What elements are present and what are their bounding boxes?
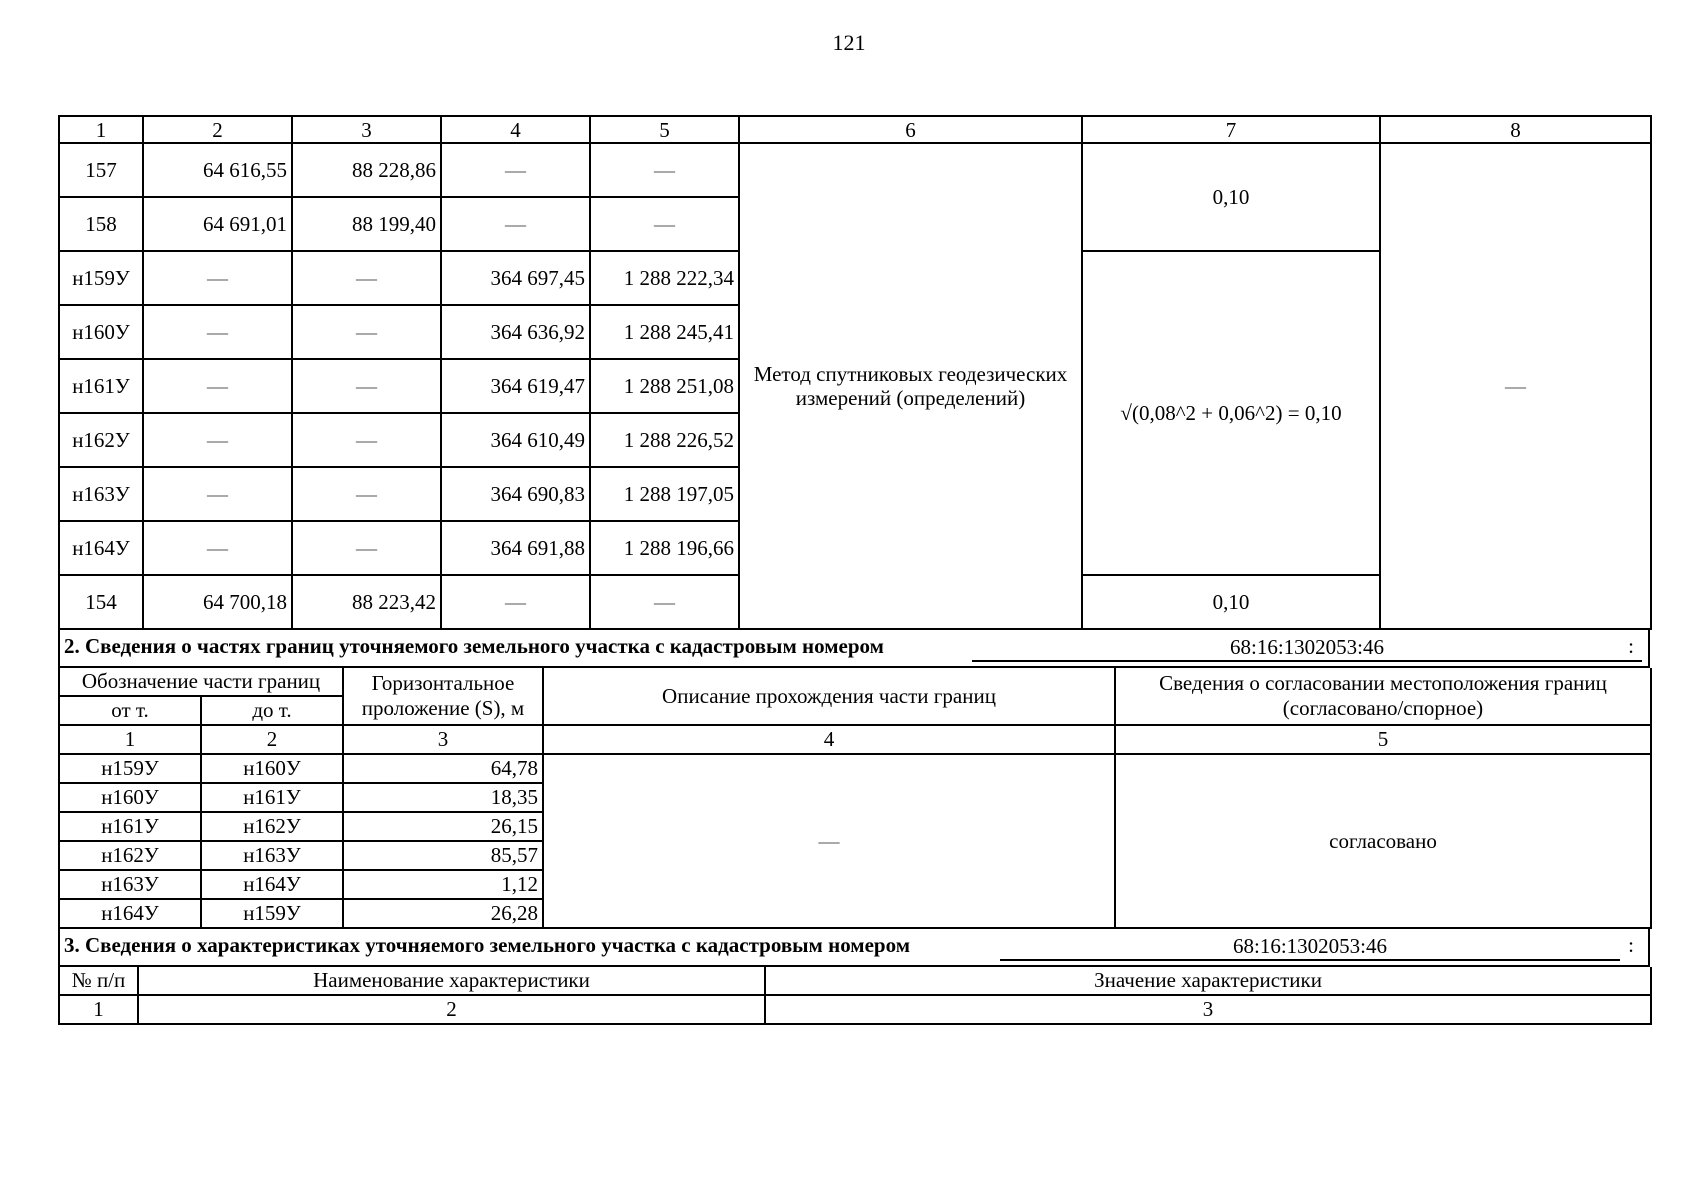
- coordinates-header-row: [59, 116, 1651, 143]
- y-old: —: [292, 359, 441, 413]
- table-row: [59, 143, 1651, 197]
- point-name: н163У: [59, 467, 143, 521]
- accuracy-top: 0,10: [1082, 143, 1380, 251]
- boundary-parts-table: [58, 668, 1652, 929]
- x-old: —: [143, 521, 292, 575]
- from-point: н164У: [59, 899, 201, 928]
- horizontal-distance: 26,15: [343, 812, 543, 841]
- section-3-cadastral-number: 68:16:1302053:46: [1000, 933, 1620, 961]
- horizontal-distance: 26,28: [343, 899, 543, 928]
- x-old: —: [143, 251, 292, 305]
- accuracy-formula: √(0,08^2 + 0,06^2) = 0,10: [1082, 251, 1380, 575]
- column-number: 5: [1115, 725, 1651, 754]
- section-2-title: 2. Сведения о частях границ уточняемого земельного участка с кадастровым номером: [64, 634, 884, 658]
- header-cell: 3: [292, 116, 441, 143]
- x-new: —: [441, 197, 590, 251]
- horizontal-header: Горизонтальное проложение (S), м: [343, 668, 543, 725]
- from-point: н162У: [59, 841, 201, 870]
- x-old: —: [143, 413, 292, 467]
- x-new: 364 619,47: [441, 359, 590, 413]
- y-old: —: [292, 413, 441, 467]
- number-row: [59, 995, 1651, 1024]
- to-point: н162У: [201, 812, 343, 841]
- x-old: 64 691,01: [143, 197, 292, 251]
- y-old: 88 228,86: [292, 143, 441, 197]
- from-header: от т.: [59, 696, 201, 725]
- y-new: —: [590, 575, 739, 629]
- x-old: —: [143, 359, 292, 413]
- horizontal-distance: 64,78: [343, 754, 543, 783]
- from-point: н161У: [59, 812, 201, 841]
- x-new: 364 690,83: [441, 467, 590, 521]
- characteristics-table: [58, 967, 1652, 1025]
- coordinates-table: [58, 115, 1652, 630]
- table-row: [59, 754, 1651, 783]
- to-point: н163У: [201, 841, 343, 870]
- x-old: 64 616,55: [143, 143, 292, 197]
- horizontal-distance: 18,35: [343, 783, 543, 812]
- point-name: н162У: [59, 413, 143, 467]
- from-point: н160У: [59, 783, 201, 812]
- point-name: 157: [59, 143, 143, 197]
- to-point: н159У: [201, 899, 343, 928]
- y-old: 88 199,40: [292, 197, 441, 251]
- column-number: 1: [59, 725, 201, 754]
- y-new: 1 288 245,41: [590, 305, 739, 359]
- number-header: № п/п: [59, 967, 138, 995]
- number-row: [59, 725, 1651, 754]
- x-new: —: [441, 143, 590, 197]
- to-header: до т.: [201, 696, 343, 725]
- point-name: 154: [59, 575, 143, 629]
- section-2-cadastral-number: 68:16:1302053:46: [972, 634, 1642, 662]
- description-header: Описание прохождения части границ: [543, 668, 1115, 725]
- x-old: 64 700,18: [143, 575, 292, 629]
- from-point: н159У: [59, 754, 201, 783]
- x-new: —: [441, 575, 590, 629]
- to-point: н164У: [201, 870, 343, 899]
- y-new: 1 288 226,52: [590, 413, 739, 467]
- x-new: 364 610,49: [441, 413, 590, 467]
- to-point: н160У: [201, 754, 343, 783]
- header-cell: 4: [441, 116, 590, 143]
- column-number: 2: [201, 725, 343, 754]
- point-name: 158: [59, 197, 143, 251]
- header-row: [59, 668, 1651, 696]
- x-new: 364 691,88: [441, 521, 590, 575]
- column-number: 3: [765, 995, 1651, 1024]
- y-old: —: [292, 521, 441, 575]
- y-old: —: [292, 467, 441, 521]
- accuracy-bottom: 0,10: [1082, 575, 1380, 629]
- header-row: [59, 967, 1651, 995]
- description-value: —: [543, 754, 1115, 928]
- header-cell: 1: [59, 116, 143, 143]
- column-number: 2: [138, 995, 765, 1024]
- column-number: 1: [59, 995, 138, 1024]
- column-number: 3: [343, 725, 543, 754]
- header-cell: 7: [1082, 116, 1380, 143]
- y-new: —: [590, 197, 739, 251]
- from-point: н163У: [59, 870, 201, 899]
- section-3-title: 3. Сведения о характеристиках уточняемого земельного участка с кадастровым номером: [64, 933, 911, 957]
- y-old: —: [292, 251, 441, 305]
- x-new: 364 636,92: [441, 305, 590, 359]
- y-new: 1 288 196,66: [590, 521, 739, 575]
- point-name: н161У: [59, 359, 143, 413]
- page-number: 121: [832, 30, 866, 55]
- section-2-colon: :: [1628, 634, 1634, 658]
- to-point: н161У: [201, 783, 343, 812]
- x-new: 364 697,45: [441, 251, 590, 305]
- y-new: —: [590, 143, 739, 197]
- agreement-value: согласовано: [1115, 754, 1651, 928]
- header-cell: 6: [739, 116, 1082, 143]
- header-cell: 2: [143, 116, 292, 143]
- point-name: н159У: [59, 251, 143, 305]
- section-3-heading: [58, 929, 1650, 967]
- y-new: 1 288 222,34: [590, 251, 739, 305]
- section-3-colon: :: [1628, 933, 1634, 957]
- section-2-heading: [58, 630, 1650, 668]
- point-name: н164У: [59, 521, 143, 575]
- horizontal-distance: 1,12: [343, 870, 543, 899]
- column-8-value: —: [1380, 143, 1651, 629]
- y-new: 1 288 251,08: [590, 359, 739, 413]
- method-cell: Метод спутниковых геодезических измерений (определений): [739, 143, 1082, 629]
- value-header: Значение характеристики: [765, 967, 1651, 995]
- horizontal-distance: 85,57: [343, 841, 543, 870]
- header-cell: 8: [1380, 116, 1651, 143]
- point-name: н160У: [59, 305, 143, 359]
- name-header: Наименование характеристики: [138, 967, 765, 995]
- column-number: 4: [543, 725, 1115, 754]
- y-old: —: [292, 305, 441, 359]
- x-old: —: [143, 305, 292, 359]
- header-cell: 5: [590, 116, 739, 143]
- designation-header: Обозначение части границ: [59, 668, 343, 696]
- y-old: 88 223,42: [292, 575, 441, 629]
- y-new: 1 288 197,05: [590, 467, 739, 521]
- x-old: —: [143, 467, 292, 521]
- document-body: [58, 115, 1650, 1025]
- agreement-header: Сведения о согласовании местоположения границ (согласовано/спорное): [1115, 668, 1651, 725]
